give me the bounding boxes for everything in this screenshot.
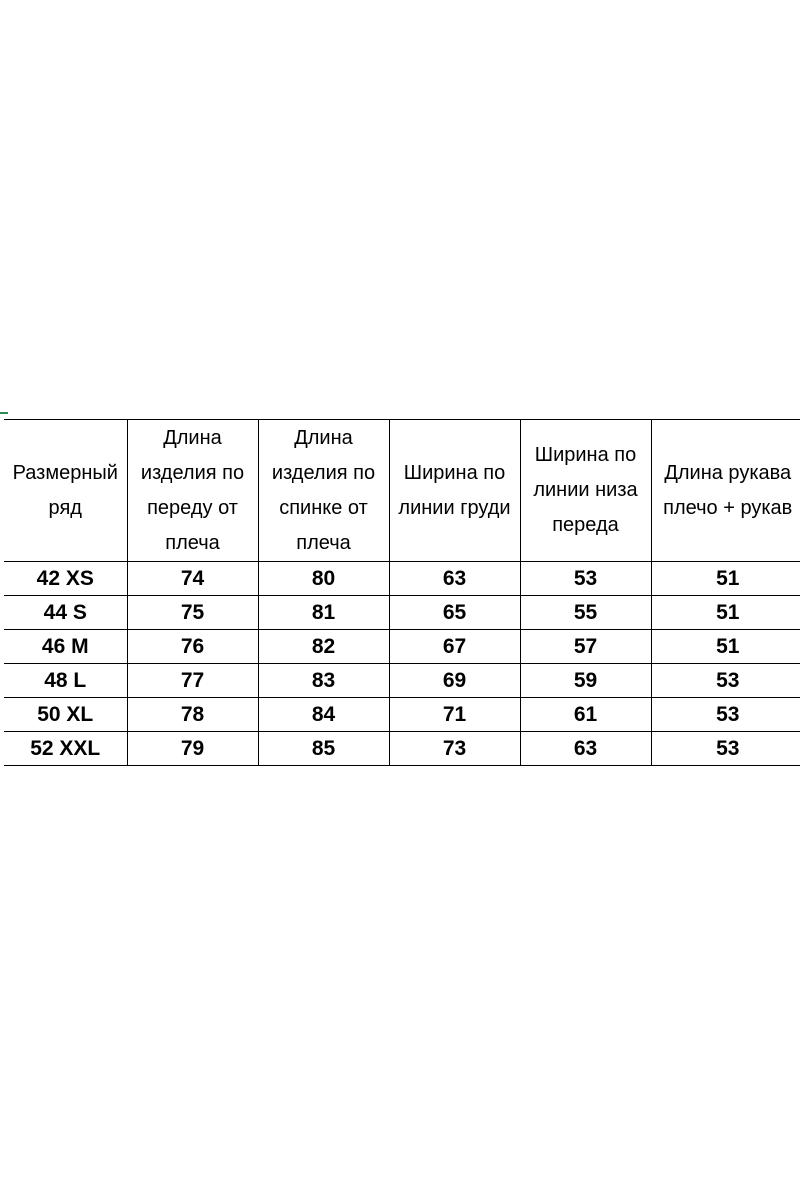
value-cell: 61 — [520, 698, 651, 732]
size-cell: 52 XXL — [4, 732, 127, 766]
value-cell: 71 — [389, 698, 520, 732]
size-cell: 46 M — [4, 630, 127, 664]
value-cell: 82 — [258, 630, 389, 664]
size-chart-table — [4, 419, 800, 766]
value-cell: 57 — [520, 630, 651, 664]
value-cell: 51 — [651, 562, 800, 596]
header-chest-width: Ширина по линии груди — [389, 420, 520, 562]
value-cell: 51 — [651, 630, 800, 664]
value-cell: 51 — [651, 596, 800, 630]
value-cell: 75 — [127, 596, 258, 630]
table-row — [4, 630, 800, 664]
header-front-length: Длина изделия по переду от плеча — [127, 420, 258, 562]
value-cell: 63 — [520, 732, 651, 766]
value-cell: 76 — [127, 630, 258, 664]
table-row — [4, 698, 800, 732]
value-cell: 74 — [127, 562, 258, 596]
value-cell: 69 — [389, 664, 520, 698]
value-cell: 78 — [127, 698, 258, 732]
value-cell: 53 — [651, 732, 800, 766]
header-row — [4, 420, 800, 562]
value-cell: 80 — [258, 562, 389, 596]
value-cell: 65 — [389, 596, 520, 630]
header-hem-width: Ширина по линии низа переда — [520, 420, 651, 562]
value-cell: 59 — [520, 664, 651, 698]
value-cell: 77 — [127, 664, 258, 698]
value-cell: 84 — [258, 698, 389, 732]
table-row — [4, 596, 800, 630]
table-row — [4, 664, 800, 698]
value-cell: 55 — [520, 596, 651, 630]
value-cell: 53 — [520, 562, 651, 596]
header-sleeve-length: Длина рукава плечо + рукав — [651, 420, 800, 562]
header-back-length: Длина изделия по спинке от плеча — [258, 420, 389, 562]
edge-mark — [0, 412, 8, 414]
size-cell: 48 L — [4, 664, 127, 698]
value-cell: 81 — [258, 596, 389, 630]
size-cell: 44 S — [4, 596, 127, 630]
value-cell: 79 — [127, 732, 258, 766]
value-cell: 67 — [389, 630, 520, 664]
value-cell: 53 — [651, 664, 800, 698]
value-cell: 85 — [258, 732, 389, 766]
size-cell: 50 XL — [4, 698, 127, 732]
value-cell: 63 — [389, 562, 520, 596]
table-row — [4, 562, 800, 596]
value-cell: 83 — [258, 664, 389, 698]
table-row — [4, 732, 800, 766]
header-size-range: Размерный ряд — [4, 420, 127, 562]
value-cell: 73 — [389, 732, 520, 766]
size-cell: 42 XS — [4, 562, 127, 596]
value-cell: 53 — [651, 698, 800, 732]
